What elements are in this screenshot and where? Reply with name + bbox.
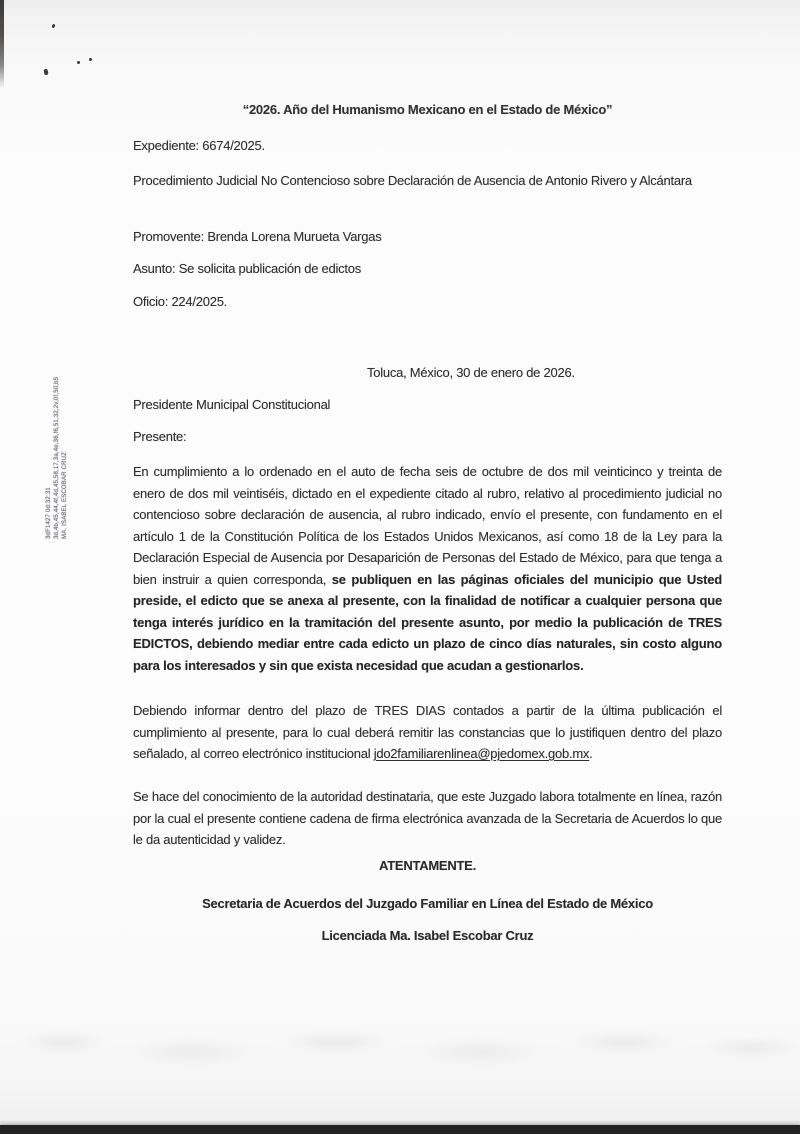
speckle-dot: [77, 61, 80, 64]
paragraph-compliance-normal-text: En cumplimiento a lo ordenado en el auto de fecha seis de octubre de dos mil veinticinco y treinta de enero de dos mil veintiséis, dictado en el expediente citado al rubro, relativo al procedimiento judicial no contencioso sobre declaración de ausencia, al rubro indicado, envío el presente, con fundamento en el artículo 1 de la Constitución Política de los Estados Unidos Mexicanos, así como 18 de la Ley para la Declaración Especial de Ausencia por Desaparición de Personas del Estado de México, para que tenga a bien instruir a quien corresponda,: [133, 464, 722, 587]
paragraph-deadline-period: .: [589, 746, 593, 761]
closing-atentamente: ATENTAMENTE.: [379, 858, 476, 873]
margin-signature-hash: 3d,4b,45,44,4f,4d,45,58,17,3a,4e,36,f6,51,32,2v,0f,50,b5: [54, 376, 60, 539]
paragraph-online-court-notice: Se hace del conocimiento de la autoridad destinataria, que este Juzgado labora totalmente en línea, razón por la cual el presente contiene cadena de firma electrónica avanzada de la Secretaria de Acuerdos lo que le da autenticidad y validez.: [133, 789, 722, 847]
field-promovente: Promovente: Brenda Lorena Murueta Vargas: [133, 229, 382, 244]
margin-signature-timestamp: 3dF1427 0d:32:31: [46, 487, 52, 539]
margin-electronic-signature: [45, 376, 69, 539]
signature-person-name: Licenciada Ma. Isabel Escobar Cruz: [321, 928, 534, 943]
header-year-motto: “2026. Año del Humanismo Mexicano en el Estado de México”: [242, 102, 613, 117]
paragraph-report-deadline: [133, 700, 722, 765]
addressee-title: Presidente Municipal Constitucional: [133, 397, 331, 412]
scanner-bottom-bar: [0, 1125, 800, 1134]
institutional-email-address: jdo2familiarenlinea@pjedomex.gob.mx: [373, 746, 590, 761]
paragraph-deadline-text: Debiendo informar dentro del plazo de TRES DIAS contados a partir de la última publicación el cumplimiento al presente, para lo cual deberá remitir las constancias que lo justifiquen dentro del plazo señalado, al correo electrónico institucional: [133, 703, 722, 761]
dateline: Toluca, México, 30 de enero de 2026.: [367, 365, 575, 380]
field-expediente: Expediente: 6674/2025.: [133, 138, 265, 153]
field-oficio: Oficio: 224/2025.: [133, 294, 228, 309]
field-procedimiento: Procedimiento Judicial No Contencioso sobre Declaración de Ausencia de Antonio Rivero y Alcántara: [133, 173, 692, 188]
ink-bleed-ghosting: [0, 1000, 800, 1095]
signature-office-title: Secretaria de Acuerdos del Juzgado Familiar en Línea del Estado de México: [202, 896, 653, 911]
margin-signature-name: MA. ISABEL ESCOBAR CRUZ: [62, 451, 68, 539]
speckle-dot: [43, 69, 48, 76]
scan-edge-artifact: [0, 0, 4, 88]
addressee-presente: Presente:: [133, 429, 187, 444]
paragraph-compliance-order: [133, 461, 722, 676]
paragraph-compliance-bold-text: se publiquen en las páginas oficiales del municipio que Usted preside, el edicto que se anexa al presente, con la finalidad de notificar a cualquier persona que tenga interés jurídico en la tramitación del presente asunto, por medio la publicación de TRES EDICTOS, debiendo mediar entre cada edicto un plazo de cinco días naturales, sin costo alguno para los interesados y sin que exista necesidad que acudan a gestionarlos.: [133, 571, 722, 673]
field-asunto: Asunto: Se solicita publicación de edictos: [133, 261, 361, 276]
speckle-dot: [51, 24, 55, 29]
speckle-dot: [89, 58, 92, 61]
